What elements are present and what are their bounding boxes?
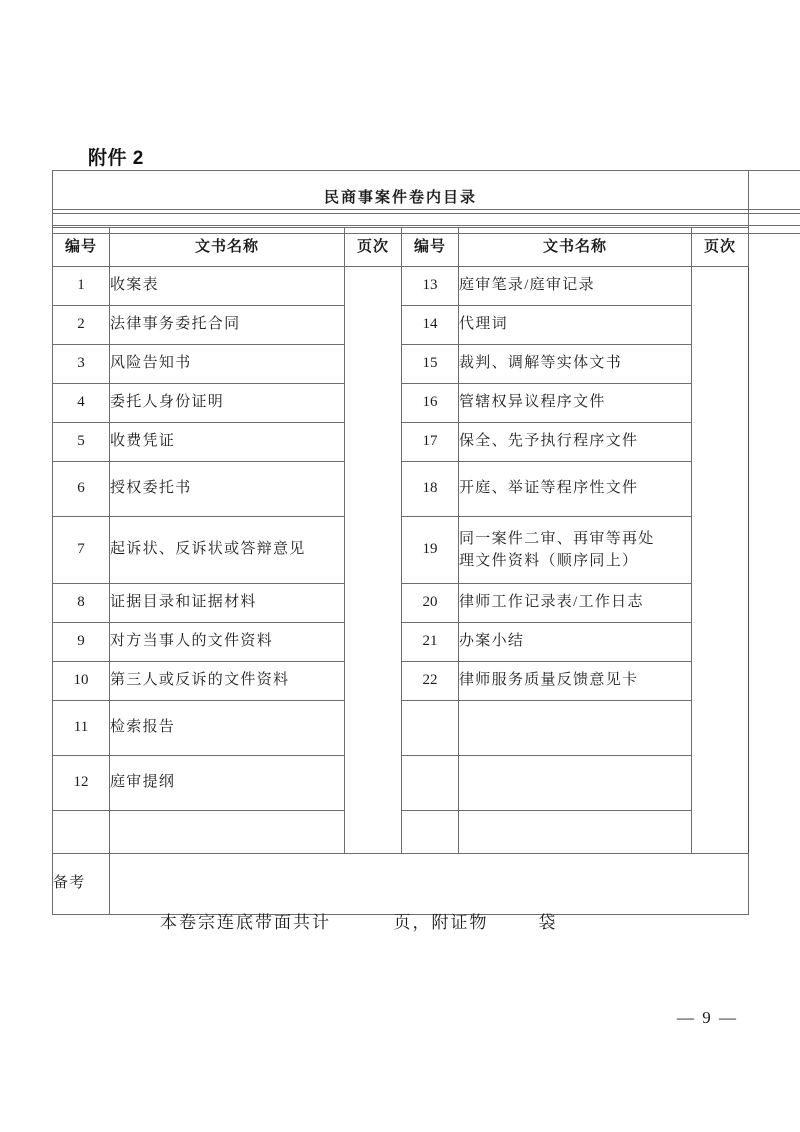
row-doc-name: 庭审提纲 <box>110 756 345 811</box>
row-doc-name <box>459 517 692 584</box>
row-number: 14 <box>402 306 459 345</box>
row-number: 22 <box>402 662 459 701</box>
table-row <box>53 517 749 584</box>
row-number: 3 <box>53 345 110 384</box>
row-doc-name[interactable] <box>459 756 692 811</box>
row-doc-name: 风险告知书 <box>110 345 345 384</box>
row-doc-name: 办案小结 <box>459 623 692 662</box>
table-row <box>53 623 749 662</box>
row-number: 1 <box>53 267 110 306</box>
row-number[interactable] <box>402 756 459 811</box>
row-doc-name: 管辖权异议程序文件 <box>459 384 692 423</box>
row-doc-name: 对方当事人的文件资料 <box>110 623 345 662</box>
row-doc-name: 代理词 <box>459 306 692 345</box>
page-number: — 9 — <box>677 1008 738 1027</box>
row-number: 20 <box>402 584 459 623</box>
table-row <box>53 345 749 384</box>
header-page-left: 页次 <box>345 228 402 267</box>
row-number: 13 <box>402 267 459 306</box>
row-number: 9 <box>53 623 110 662</box>
case-file-catalog-table <box>52 170 749 915</box>
row-doc-name: 庭审笔录/庭审记录 <box>459 267 692 306</box>
row-doc-name: 委托人身份证明 <box>110 384 345 423</box>
row-doc-name-line2: 理文件资料（顺序同上） <box>459 553 639 569</box>
table-row <box>53 306 749 345</box>
table-row <box>53 384 749 423</box>
row-number[interactable] <box>402 811 459 854</box>
attachment-label: 附件 2 <box>88 148 144 169</box>
row-doc-name[interactable] <box>459 811 692 854</box>
row-doc-name: 检索报告 <box>110 701 345 756</box>
row-doc-name: 开庭、举证等程序性文件 <box>459 462 692 517</box>
table-row <box>53 423 749 462</box>
table-row <box>53 584 749 623</box>
row-number: 17 <box>402 423 459 462</box>
remarks-label: 备考 <box>53 854 110 915</box>
row-number: 10 <box>53 662 110 701</box>
row-number: 19 <box>402 517 459 584</box>
row-number[interactable] <box>53 811 110 854</box>
row-number: 2 <box>53 306 110 345</box>
header-number-right: 编号 <box>402 228 459 267</box>
row-number: 5 <box>53 423 110 462</box>
row-doc-name: 第三人或反诉的文件资料 <box>110 662 345 701</box>
table-row <box>53 462 749 517</box>
row-doc-name: 起诉状、反诉状或答辩意见 <box>110 517 345 584</box>
row-doc-name: 授权委托书 <box>110 462 345 517</box>
volume-summary-note: 本卷宗连底带面共计 页，附证物 袋 <box>160 913 558 932</box>
row-page-index[interactable] <box>52 170 800 214</box>
row-number: 6 <box>53 462 110 517</box>
remarks-row <box>53 854 749 915</box>
row-doc-name[interactable] <box>110 811 345 854</box>
row-number: 12 <box>53 756 110 811</box>
header-name-right: 文书名称 <box>459 228 692 267</box>
row-number: 8 <box>53 584 110 623</box>
row-doc-name: 法律事务委托合同 <box>110 306 345 345</box>
row-doc-name: 律师工作记录表/工作日志 <box>459 584 692 623</box>
table-row <box>53 267 749 306</box>
header-page-right: 页次 <box>692 228 749 267</box>
row-doc-name-line1: 同一案件二审、再审等再处 <box>459 530 655 547</box>
table-row-empty <box>53 811 749 854</box>
row-number: 11 <box>53 701 110 756</box>
row-doc-name: 收案表 <box>110 267 345 306</box>
row-doc-name: 裁判、调解等实体文书 <box>459 345 692 384</box>
row-doc-name: 律师服务质量反馈意见卡 <box>459 662 692 701</box>
row-doc-name: 证据目录和证据材料 <box>110 584 345 623</box>
row-number: 4 <box>53 384 110 423</box>
row-number: 16 <box>402 384 459 423</box>
table-row <box>53 701 749 756</box>
document-title: 民商事案件卷内目录 <box>53 171 749 228</box>
header-number-left: 编号 <box>53 228 110 267</box>
table-row <box>53 662 749 701</box>
catalog-table-container <box>52 170 748 915</box>
row-number[interactable] <box>402 701 459 756</box>
row-number: 18 <box>402 462 459 517</box>
row-doc-name[interactable] <box>459 701 692 756</box>
remarks-value[interactable] <box>110 854 749 915</box>
row-number: 21 <box>402 623 459 662</box>
row-doc-name: 收费凭证 <box>110 423 345 462</box>
row-number: 7 <box>53 517 110 584</box>
row-doc-name: 保全、先予执行程序文件 <box>459 423 692 462</box>
header-name-left: 文书名称 <box>110 228 345 267</box>
table-row <box>53 756 749 811</box>
row-number: 15 <box>402 345 459 384</box>
